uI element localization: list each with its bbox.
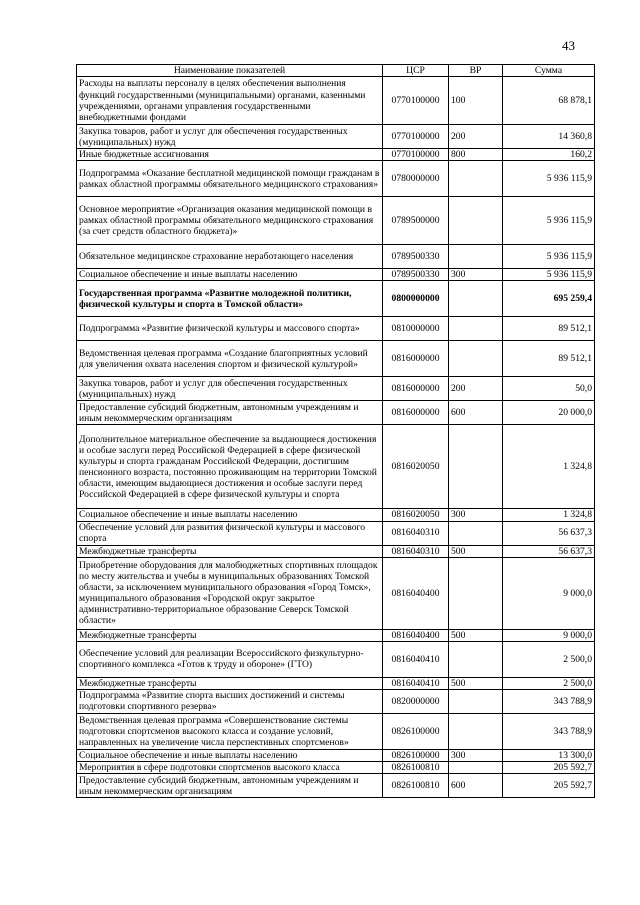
cell-csr: 0789500330 [383, 269, 449, 281]
cell-vr [449, 557, 503, 629]
cell-sum: 5 936 115,9 [503, 269, 595, 281]
table-row [77, 77, 595, 125]
cell-csr: 0770100000 [383, 77, 449, 125]
cell-name: Социальное обеспечение и иные выплаты населению [77, 509, 383, 521]
table-row [77, 557, 595, 629]
cell-csr: 0816020050 [383, 425, 449, 509]
cell-sum: 68 878,1 [503, 77, 595, 125]
cell-csr: 0816040410 [383, 641, 449, 677]
cell-name: Межбюджетные трансферты [77, 629, 383, 641]
cell-name: Обеспечение условий для реализации Всероссийского физкультурно-спортивного комплекса «Готов к труду и обороне» (ГТО) [77, 641, 383, 677]
cell-sum: 9 000,0 [503, 557, 595, 629]
cell-csr: 0826100000 [383, 749, 449, 761]
cell-vr [449, 521, 503, 545]
cell-name: Основное мероприятие «Организация оказания медицинской помощи в рамках областной программы обязательного медицинского страхования (за счет средств областного бюджета)» [77, 197, 383, 245]
cell-sum: 5 936 115,9 [503, 245, 595, 269]
cell-sum: 2 500,0 [503, 677, 595, 689]
cell-csr: 0816040410 [383, 677, 449, 689]
budget-table [76, 64, 595, 798]
cell-sum: 5 936 115,9 [503, 161, 595, 197]
cell-name: Предоставление субсидий бюджетным, автономным учреждениям и иным некоммерческим организациям [77, 774, 383, 798]
cell-csr: 0789500330 [383, 245, 449, 269]
cell-vr [449, 281, 503, 317]
cell-name: Подпрограмма «Оказание бесплатной медицинской помощи гражданам в рамках областной программы обязательного медицинского страхования» [77, 161, 383, 197]
cell-sum: 695 259,4 [503, 281, 595, 317]
cell-csr: 0826100810 [383, 762, 449, 774]
cell-name: Социальное обеспечение и иные выплаты населению [77, 749, 383, 761]
cell-sum: 13 300,0 [503, 749, 595, 761]
table-row [77, 269, 595, 281]
cell-vr [449, 425, 503, 509]
cell-csr: 0816040310 [383, 545, 449, 557]
table-row [77, 521, 595, 545]
cell-sum: 89 512,1 [503, 317, 595, 341]
cell-sum: 89 512,1 [503, 341, 595, 377]
table-row [77, 149, 595, 161]
cell-vr: 600 [449, 774, 503, 798]
cell-vr [449, 245, 503, 269]
cell-sum: 343 788,9 [503, 689, 595, 713]
table-row [77, 281, 595, 317]
table-row [77, 425, 595, 509]
table-row [77, 245, 595, 269]
cell-vr [449, 161, 503, 197]
cell-name: Государственная программа «Развитие молодежной политики, физической культуры и спорта в Томской области» [77, 281, 383, 317]
header-csr: ЦСР [383, 65, 449, 77]
table-row [77, 641, 595, 677]
cell-vr: 600 [449, 401, 503, 425]
cell-sum: 343 788,9 [503, 713, 595, 749]
cell-name: Предоставление субсидий бюджетным, автономным учреждениям и иным некоммерческим организациям [77, 401, 383, 425]
table-row [77, 197, 595, 245]
table-row [77, 341, 595, 377]
header-name: Наименование показателей [77, 65, 383, 77]
cell-csr: 0816000000 [383, 401, 449, 425]
cell-csr: 0810000000 [383, 317, 449, 341]
cell-vr [449, 689, 503, 713]
cell-name: Обязательное медицинское страхование неработающего населения [77, 245, 383, 269]
table-body [77, 77, 595, 798]
cell-name: Ведомственная целевая программа «Совершенствование системы подготовки спортсменов высокого класса и создание условий, направленных на увеличение числа перспективных спортсменов» [77, 713, 383, 749]
cell-sum: 1 324,8 [503, 509, 595, 521]
cell-sum: 1 324,8 [503, 425, 595, 509]
cell-sum: 2 500,0 [503, 641, 595, 677]
cell-vr [449, 317, 503, 341]
cell-vr: 100 [449, 77, 503, 125]
cell-name: Закупка товаров, работ и услуг для обеспечения государственных (муниципальных) нужд [77, 377, 383, 401]
page-number: 43 [562, 38, 575, 53]
cell-name: Расходы на выплаты персоналу в целях обеспечения выполнения функций государственными (муниципальными) органами, казенными учреждениями, органами управления государственными внебюджетными фондами [77, 77, 383, 125]
cell-csr: 0816020050 [383, 509, 449, 521]
table-row [77, 629, 595, 641]
table-row [77, 774, 595, 798]
cell-sum: 50,0 [503, 377, 595, 401]
cell-csr: 0816040400 [383, 557, 449, 629]
header-sum: Сумма [503, 65, 595, 77]
cell-name: Подпрограмма «Развитие физической культуры и массового спорта» [77, 317, 383, 341]
cell-name: Дополнительное материальное обеспечение за выдающиеся достижения и особые заслуги перед Российской Федерацией в сфере физической культуры и спорта гражданам Российской Федерации, достигшим пенсионного возраста, постоянно проживающим на территории Томской области, имеющим выдающиеся достижения и особые заслуги перед Российской Федерацией в сфере физической культуры и спорта [77, 425, 383, 509]
table-header-row [77, 65, 595, 77]
cell-sum: 5 936 115,9 [503, 197, 595, 245]
cell-vr [449, 341, 503, 377]
cell-sum: 205 592,7 [503, 762, 595, 774]
table-row [77, 749, 595, 761]
table-row [77, 401, 595, 425]
cell-csr: 0770100000 [383, 125, 449, 149]
cell-name: Мероприятия в сфере подготовки спортсменов высокого класса [77, 762, 383, 774]
cell-sum: 205 592,7 [503, 774, 595, 798]
table-row [77, 161, 595, 197]
cell-csr: 0820000000 [383, 689, 449, 713]
cell-csr: 0770100000 [383, 149, 449, 161]
cell-csr: 0826100000 [383, 713, 449, 749]
cell-vr [449, 762, 503, 774]
cell-vr: 300 [449, 509, 503, 521]
cell-vr: 500 [449, 545, 503, 557]
header-vr: ВР [449, 65, 503, 77]
cell-vr: 300 [449, 749, 503, 761]
cell-vr: 800 [449, 149, 503, 161]
cell-csr: 0816000000 [383, 341, 449, 377]
table-row [77, 317, 595, 341]
cell-sum: 20 000,0 [503, 401, 595, 425]
cell-vr: 500 [449, 629, 503, 641]
table-row [77, 545, 595, 557]
cell-csr: 0816040310 [383, 521, 449, 545]
cell-name: Социальное обеспечение и иные выплаты населению [77, 269, 383, 281]
cell-csr: 0826100810 [383, 774, 449, 798]
cell-name: Иные бюджетные ассигнования [77, 149, 383, 161]
cell-name: Приобретение оборудования для малобюджетных спортивных площадок по месту жительства и учебы в муниципальных образованиях Томской области, за исключением муниципального образования «Город Томск», муниципального образования «Городской округ закрытое административно-территориальное образование Северск Томской области» [77, 557, 383, 629]
cell-sum: 14 360,8 [503, 125, 595, 149]
table-row [77, 689, 595, 713]
table-row [77, 713, 595, 749]
cell-csr: 0816040400 [383, 629, 449, 641]
table-row [77, 762, 595, 774]
table-row [77, 677, 595, 689]
cell-name: Подпрограмма «Развитие спорта высших достижений и системы подготовки спортивного резерва» [77, 689, 383, 713]
cell-vr: 200 [449, 125, 503, 149]
cell-name: Ведомственная целевая программа «Создание благоприятных условий для увеличения охвата населения спортом и физической культурой» [77, 341, 383, 377]
table-row [77, 509, 595, 521]
cell-name: Межбюджетные трансферты [77, 545, 383, 557]
cell-csr: 0800000000 [383, 281, 449, 317]
cell-name: Закупка товаров, работ и услуг для обеспечения государственных (муниципальных) нужд [77, 125, 383, 149]
cell-csr: 0780000000 [383, 161, 449, 197]
cell-sum: 56 637,3 [503, 521, 595, 545]
cell-name: Обеспечение условий для развития физической культуры и массового спорта [77, 521, 383, 545]
cell-csr: 0789500000 [383, 197, 449, 245]
cell-csr: 0816000000 [383, 377, 449, 401]
cell-vr [449, 197, 503, 245]
cell-vr [449, 641, 503, 677]
cell-vr: 200 [449, 377, 503, 401]
table-row [77, 125, 595, 149]
cell-vr: 300 [449, 269, 503, 281]
cell-sum: 9 000,0 [503, 629, 595, 641]
cell-name: Межбюджетные трансферты [77, 677, 383, 689]
cell-sum: 160,2 [503, 149, 595, 161]
cell-vr: 500 [449, 677, 503, 689]
table-row [77, 377, 595, 401]
cell-vr [449, 713, 503, 749]
cell-sum: 56 637,3 [503, 545, 595, 557]
